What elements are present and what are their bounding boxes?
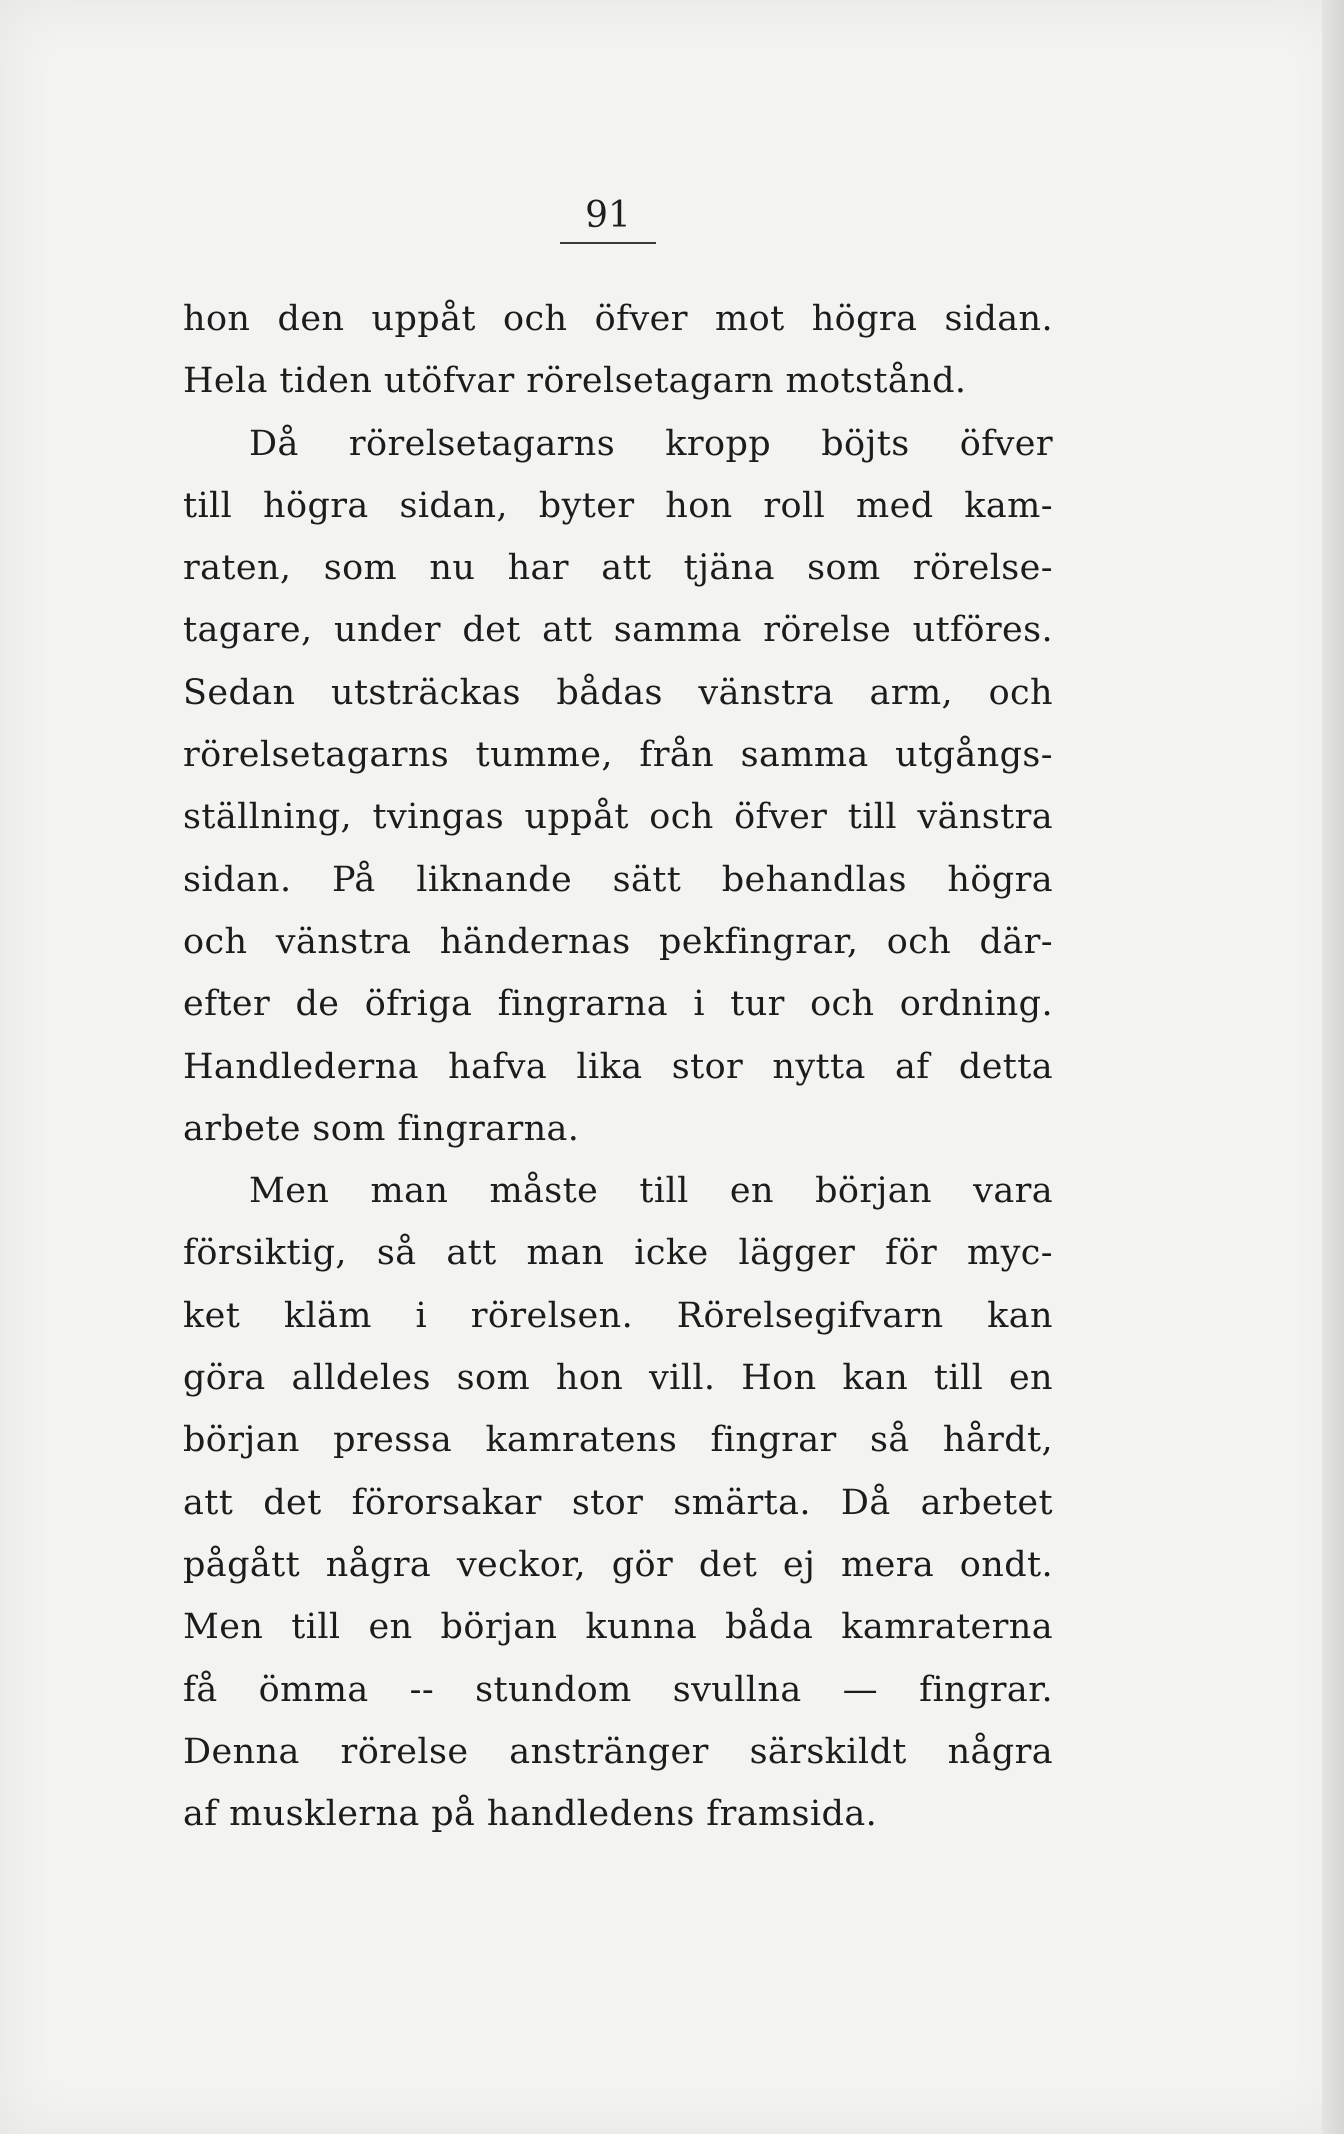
text-line: och vänstra händernas pekfingrar, och där- — [183, 921, 1053, 962]
text-line: raten, som nu har att tjäna som rörelse- — [183, 548, 1053, 589]
page-edge-shadow — [1322, 0, 1344, 2134]
text-line: till högra sidan, byter hon roll med kam- — [183, 485, 1053, 526]
text-line: Då rörelsetagarns kropp böjts öfver — [249, 423, 1053, 464]
text-line: Sedan utsträckas bådas vänstra arm, och — [183, 672, 1053, 713]
text-line: få ömma -- stundom svullna — fingrar. — [183, 1669, 1053, 1710]
text-line: ställning, tvingas uppåt och öfver till vänstra — [183, 797, 1053, 838]
text-line: försiktig, så att man icke lägger för myc- — [183, 1233, 1053, 1274]
text-line: pågått några veckor, gör det ej mera ondt. — [183, 1544, 1053, 1585]
text-line: sidan. På liknande sätt behandlas högra — [183, 859, 1053, 900]
text-line: Hela tiden utöfvar rörelsetagarn motstånd. — [183, 361, 967, 402]
text-line: Men man måste till en början vara — [249, 1171, 1053, 1212]
text-line: rörelsetagarns tumme, från samma utgångs- — [183, 735, 1053, 776]
text-line: att det förorsakar stor smärta. Då arbetet — [183, 1482, 1053, 1523]
text-line: början pressa kamratens fingrar så hårdt, — [183, 1420, 1053, 1461]
text-line: af musklerna på handledens framsida. — [183, 1794, 878, 1835]
text-line: Handlederna hafva lika stor nytta af detta — [183, 1046, 1053, 1087]
text-line: tagare, under det att samma rörelse utföres. — [183, 610, 1053, 651]
body-text — [183, 288, 1053, 1845]
text-line: hon den uppåt och öfver mot högra sidan. — [183, 299, 1053, 339]
page-number: 91 — [560, 196, 656, 244]
text-line: Men till en början kunna båda kamraterna — [183, 1607, 1053, 1648]
text-line: göra alldeles som hon vill. Hon kan till en — [183, 1358, 1053, 1399]
text-line: Denna rörelse anstränger särskildt några — [183, 1731, 1053, 1772]
text-line: arbete som fingrarna. — [183, 1108, 580, 1149]
text-line: ket kläm i rörelsen. Rörelsegifvarn kan — [183, 1295, 1053, 1336]
text-line: efter de öfriga fingrarna i tur och ordning. — [183, 984, 1053, 1025]
